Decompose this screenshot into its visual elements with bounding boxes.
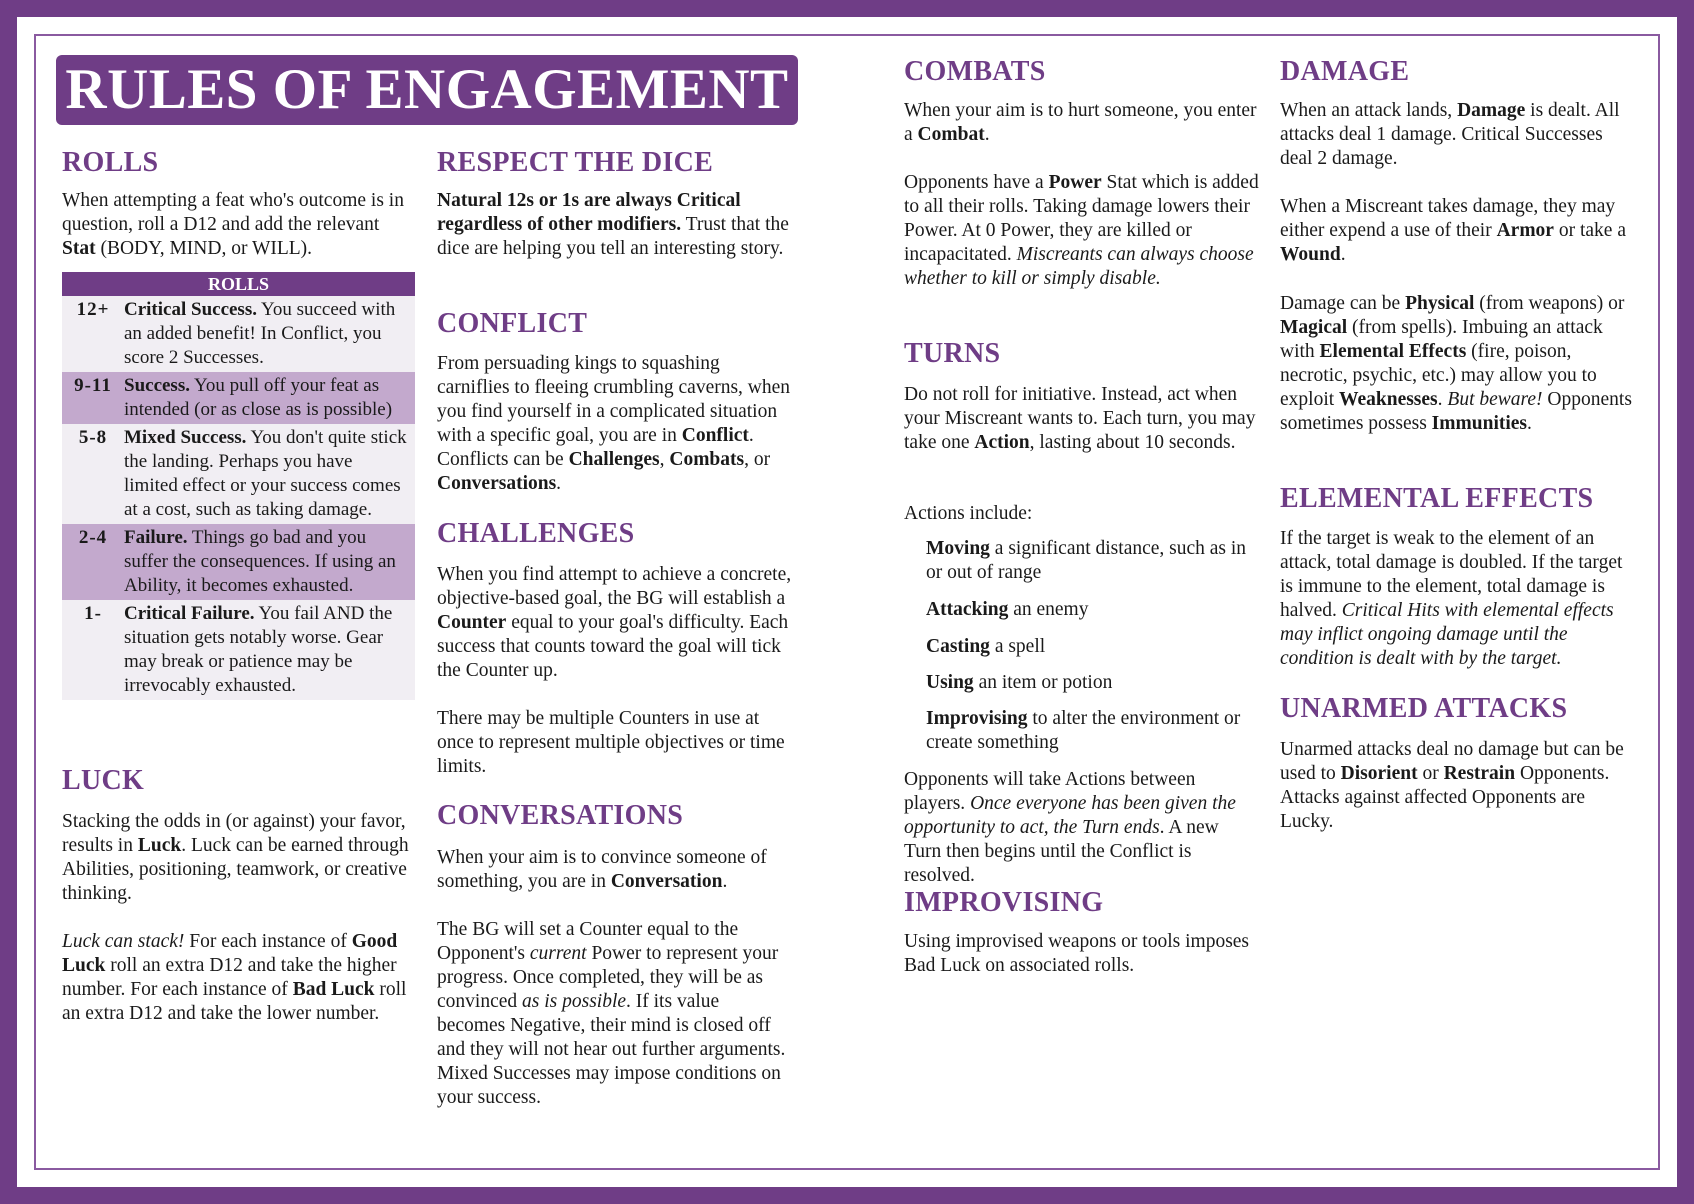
list-item: Casting a spell <box>926 636 1046 657</box>
page-title: RULES OF ENGAGEMENT <box>56 55 798 125</box>
table-row: 1- Critical Failure. You fail AND the situation gets notably worse. Gear may break or patience may be irrevocably exhausted. <box>62 600 415 700</box>
combats-heading: COMBATS <box>904 56 1046 87</box>
list-item: Improvising to alter the environment or create something <box>926 708 1241 753</box>
conversations-paragraph-1: When your aim is to convince someone of something, you are in Conversation. <box>437 847 767 892</box>
table-row: 12+ Critical Success. You succeed with an added benefit! In Conflict, you score 2 Successes. <box>62 296 415 372</box>
combats-paragraph-1: When your aim is to hurt someone, you enter a Combat. <box>904 100 1257 145</box>
conflict-heading: CONFLICT <box>437 308 588 339</box>
list-item: Moving a significant distance, such as in or out of range <box>926 538 1247 583</box>
turns-paragraph-3: Opponents will take Actions between players. Once everyone has been given the opportunity to act, the Turn ends. A new Turn then begins until the Conflict is resolved. <box>904 769 1236 886</box>
conflict-paragraph: From persuading kings to squashing carniflies to fleeing crumbling caverns, when you find yourself in a complicated situation with a specific goal, you are in Conflict. Conflicts can be Challenges, Combats, or Conversations. <box>437 353 791 494</box>
challenges-heading: CHALLENGES <box>437 518 635 549</box>
table-row: 2-4 Failure. Things go bad and you suffer the consequences. If using an Ability, it becomes exhausted. <box>62 524 415 600</box>
turns-heading: TURNS <box>904 338 1001 369</box>
improvising-paragraph: Using improvised weapons or tools imposes Bad Luck on associated rolls. <box>904 931 1250 976</box>
unarmed-heading: UNARMED ATTACKS <box>1280 693 1568 724</box>
rolls-intro: When attempting a feat who's outcome is in question, roll a D12 and add the relevant Stat (BODY, MIND, or WILL). <box>62 190 404 259</box>
conversations-paragraph-2: The BG will set a Counter equal to the Opponent's current Power to represent your progress. Once completed, they will be as convinced as is possible. If its value becomes Negative, their mind is closed off and they will not hear out further arguments. Mixed Successes may impose conditions on your success. <box>437 919 786 1108</box>
elemental-heading: ELEMENTAL EFFECTS <box>1280 483 1594 514</box>
combats-paragraph-2: Opponents have a Power Stat which is added to all their rolls. Taking damage lowers their Power. At 0 Power, they are killed or incapacitated. Miscreants can always choose whether to kill or simply disable. <box>904 172 1259 289</box>
table-row: 5-8 Mixed Success. You don't quite stick the landing. Perhaps you have limited effect or your success comes at a cost, such as taking damage. <box>62 424 415 524</box>
list-item: Using an item or potion <box>926 672 1113 693</box>
improvising-heading: IMPROVISING <box>904 887 1104 918</box>
luck-heading: LUCK <box>62 765 145 796</box>
conversations-heading: CONVERSATIONS <box>437 800 684 831</box>
challenges-paragraph-2: There may be multiple Counters in use at once to represent multiple objectives or time limits. <box>437 708 785 777</box>
turns-paragraph-1: Do not roll for initiative. Instead, act when your Miscreant wants to. Each turn, you may take one Action, lasting about 10 seconds. <box>904 384 1256 453</box>
luck-paragraph-1: Stacking the odds in (or against) your favor, results in Luck. Luck can be earned through Abilities, positioning, teamwork, or creative thinking. <box>62 811 409 904</box>
rolls-table-header: ROLLS <box>62 272 415 296</box>
elemental-paragraph: If the target is weak to the element of an attack, total damage is doubled. If the target is immune to the element, total damage is halved. Critical Hits with elemental effects may inflict ongoing damage until the condition is dealt with by the target. <box>1280 528 1623 669</box>
respect-paragraph: Natural 12s or 1s are always Critical regardless of other modifiers. Trust that the dice are helping you tell an interesting story. <box>437 190 789 259</box>
damage-heading: DAMAGE <box>1280 56 1410 87</box>
challenges-paragraph-1: When you find attempt to achieve a concrete, objective-based goal, the BG will establish a Counter equal to your goal's difficulty. Each success that counts toward the goal will tick the Counter up. <box>437 564 792 681</box>
damage-paragraph-1: When an attack lands, Damage is dealt. All attacks deal 1 damage. Critical Successes deal 2 damage. <box>1280 100 1620 169</box>
rolls-heading: ROLLS <box>62 147 159 178</box>
list-item: Attacking an enemy <box>926 599 1089 620</box>
damage-paragraph-2: When a Miscreant takes damage, they may either expend a use of their Armor or take a Wound. <box>1280 196 1626 265</box>
luck-paragraph-2: Luck can stack! For each instance of Good Luck roll an extra D12 and take the higher number. For each instance of Bad Luck roll an extra D12 and take the lower number. <box>62 931 407 1024</box>
table-row: 9-11 Success. You pull off your feat as intended (or as close as is possible) <box>62 372 415 424</box>
respect-heading: RESPECT THE DICE <box>437 147 714 178</box>
unarmed-paragraph: Unarmed attacks deal no damage but can be used to Disorient or Restrain Opponents. Attacks against affected Opponents are Lucky. <box>1280 739 1624 832</box>
damage-paragraph-3: Damage can be Physical (from weapons) or Magical (from spells). Imbuing an attack with Elemental Effects (fire, poison, necrotic, psychic, etc.) may allow you to exploit Weaknesses. But beware! Opponents sometimes possess Immunities. <box>1280 293 1632 434</box>
rolls-table <box>62 272 415 700</box>
actions-intro: Actions include: <box>904 503 1033 524</box>
